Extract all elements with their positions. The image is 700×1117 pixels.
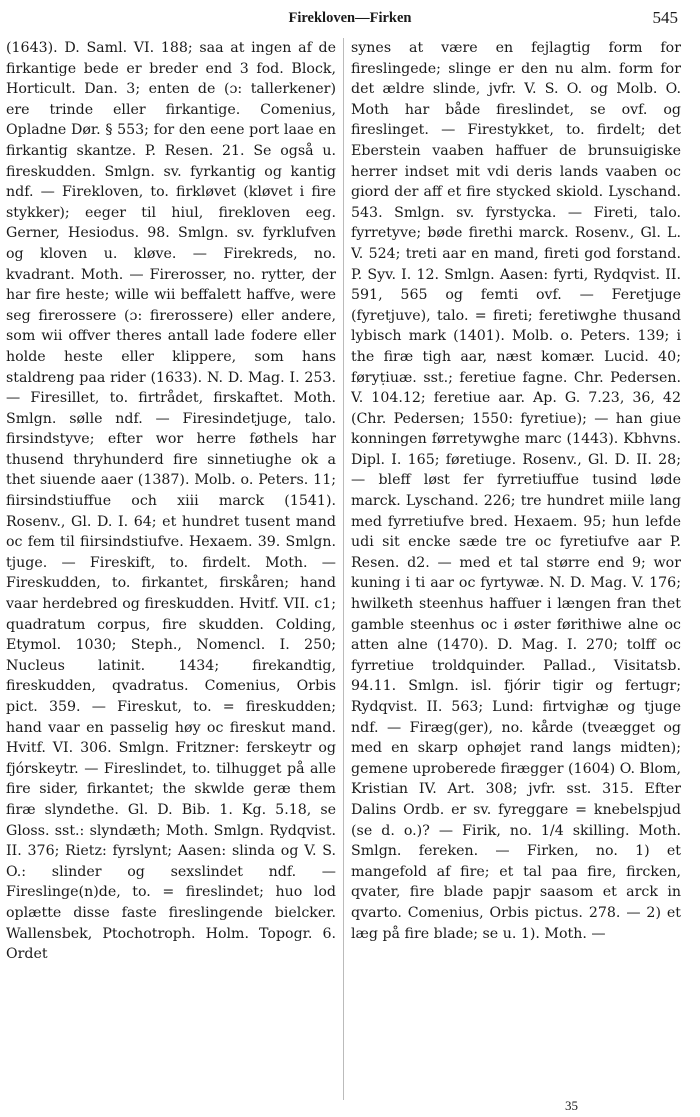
column-divider bbox=[343, 38, 344, 1100]
left-column bbox=[6, 38, 336, 1100]
right-column bbox=[351, 38, 681, 1100]
right-column-text: synes at være en fejlagtig form for fireslingede; slinge er den nu alm. form for det ældre slinde, jvfr. V. S. O. og Molb. O. Moth har både fireslindet, se ovf. og fireslinget. — Firestykket, to. firdelt; det Eberstein vaaben haffuer de brunsuigiske herrer indset mit vdi deris lands vaaben oc giord der aff et fire stycked skiold. Lyschand. 543. Smlgn. sv. fyrstycka. — Fireti, talo. fyrretyve; bøde firethi marck. Rosenv., Gl. L. V. 524; treti aar en mand, fireti god forstand. P. Syv. I. 12. Smlgn. Aasen: fyrti, Rydqvist. II. 591, 565 og femti ovf. — Feretjuge (fyretjuve), talo. = fireti; feretiwghe thusand lybisch mark (1401). Molb. o. Peters. 139; i the firæ tigh aar, næst komær. Lucid. 40; føryṭiuæ. sst.; feretiue fagne. Chr. Pedersen. V. 104.12; feretiue aar. Ap. G. 7.23, 36, 42 (Chr. Pedersen; 1550: fyretiue); — han giue konningen førretywghe marc (1443). Kbhvns. Dipl. I. 165; føretiuge. Rosenv., Gl. D. II. 28; — bleff løst fer fyrretiuffue tusind løde marck. Lyschand. 226; tre hundret miile lang med fyrretiufve bred. Hexaem. 95; hun lefde udi sit encke sæde tre oc fyretiufve aar P. Resen. d2. — med et tal større end 9; wor kuning i ti aar oc fyrtywæ. N. D. Mag. V. 176; hwilketh steenhus haffuer i længen fran thet gamble steenhus oc i øster førithiwe alne oc atten alne (1470). D. Mag. I. 270; tolff oc fyrretiue troldquinder. Pallad., Visitatsb. 94.11. Smlgn. isl. fjórir tigir og fertugr; Rydqvist. II. 563; Lund: firtvighæ og tjuge ndf. — Firæg(ger), no. kårde (tveægget og med en skarp ophøjet rand langs midten); gemene uproberede firægger (1604) O. Blom, Kristian IV. Art. 308; jvfr. sst. 315. Efter Dalins Ordb. er sv. fyreggare = knebelspjud (se d. o.)? — Firik, no. 1/4 skilling. Moth. Smlgn. fereken. — Firken, no. 1) et mangefold af fire; et tal paa fire, fircken, qvater, fire blade papjr saasom et arck in qvarto. Comenius, Orbis pictus. 278. — 2) et læg på fire blade; se u. 1). Moth. — bbox=[351, 40, 681, 942]
page-header bbox=[0, 6, 700, 30]
left-column-text: (1643). D. Saml. VI. 188; saa at ingen af de firkantige bede er breder end 3 fod. Block, Horticult. Dan. 3; enten de (ɔ: tallerkener) ere trinde eller firkantige. Comenius, Opladne Dør. § 553; for den eene port laae en firkantig skantze. P. Resen. 21. Se også u. fireskudden. Smlgn. sv. fyrkantig og kantig ndf. — Firekloven, to. firkløvet (kløvet i fire stykker); eeger til hiul, firekloven eeg. Gerner, Hesiodus. 98. Smlgn. sv. fyrklufven og kloven u. kløve. — Firekreds, no. kvadrant. Moth. — Firerosser, no. rytter, der har fire heste; wille wii beffalett haffve, were seg firerossere (ɔ: firerossere) eller andere, som wii offver theres antall lade fodere eller holde heste eller klippere, som hans staldreng paa rider (1633). N. D. Mag. I. 253. — Firesillet, to. firtrådet, firskaftet. Moth. Smlgn. sølle ndf. — Firesindetjuge, talo. firsindstyve; efter wor herre føthels har thusend thryhunderd fire sinnetiughe ok a thet siuende aaer (1387). Molb. o. Peters. 11; fiirsindstiuffue och xiii marck (1541). Rosenv., Gl. D. I. 64; et hundret tusent mand oc fem til fiirsindstiufve. Hexaem. 39. Smlgn. tjuge. — Fireskift, to. firdelt. Moth. — Fireskudden, to. firkantet, firskåren; hand vaar herdebred og fireskudden. Hvitf. VII. c1; quadratum corpus, fire skudden. Colding, Etymol. 1030; Steph., Nomencl. I. 250; Nucleus latinit. 1434; firekandtig, fireskudden, qvadratus. Comenius, Orbis pict. 359. — Fireskut, to. = fireskudden; hand vaar en passelig høy oc fireskut mand. Hvitf. VI. 306. Smlgn. Fritzner: ferskeytr og fjórskeytr. — Fireslindet, to. tilhugget på alle fire sider, firkantet; the skwlde geræ them firæ slyndethe. Gl. D. Bib. 1. Kg. 5.18, se Gloss. sst.: slyndæth; Moth. Smlgn. Rydqvist. II. 376; Rietz: fyrslynt; Aasen: slinda og V. S. O.: slinder og sexslindet ndf. — Fireslinge(n)de, to. = fireslindet; huo lod oplætte disse faste fireslingende bielcker. Wallensbek, Ptochotroph. Holm. Topogr. 6. Ordet bbox=[6, 40, 336, 963]
page-number: 545 bbox=[652, 8, 678, 27]
signature-mark: 35 bbox=[565, 1098, 578, 1113]
body-columns bbox=[6, 38, 692, 1100]
running-head: Firekloven—Firken bbox=[288, 10, 412, 26]
